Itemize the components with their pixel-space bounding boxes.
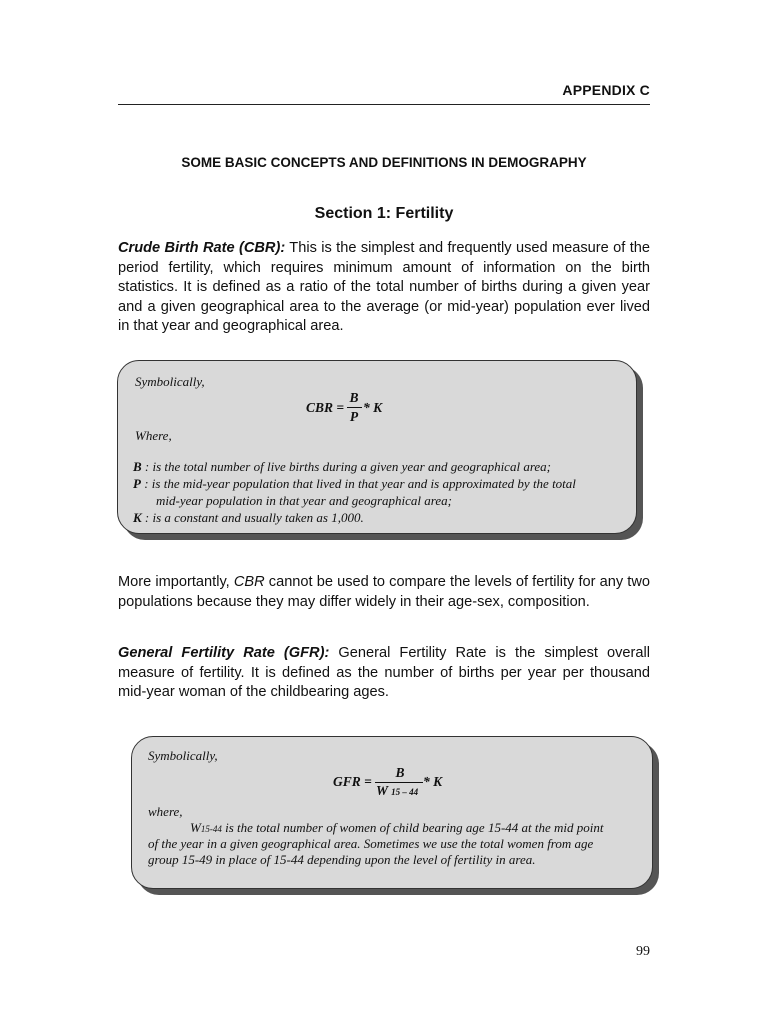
gfr-formula-box [131,736,653,889]
cbr-formula-left: CBR = [306,400,345,415]
page-number: 99 [636,944,650,959]
section-title: Section 1: Fertility [314,205,454,222]
cbr-formula-right: * K [363,400,383,415]
cbr-formula-box [117,360,637,534]
gfr-term: General Fertility Rate (GFR): [118,645,330,661]
gfr-symbolically-label: Symbolically, [148,748,218,763]
def-p: P : is the mid-year population that lived in that year and is approximated by the total [133,476,576,491]
def-b: B : is the total number of live births during a given year and geographical area; [133,459,551,474]
gfr-formula-left: GFR = [333,774,372,789]
cbr-term: Crude Birth Rate (CBR): [118,240,286,256]
gfr-formula-right: * K [423,774,443,789]
gfr-def-line2: of the year in a given geographical area. Sometimes we use the total women from age [148,836,594,851]
cbr-inline-term: CBR [233,574,265,590]
gfr-def-line1: W15-44 is the total number of women of child bearing age 15-44 at the mid point [190,820,604,835]
def-p-continued: mid-year population in that year and geographical area; [156,493,452,508]
cbr-fraction-line [347,407,362,408]
header-rule [118,104,650,105]
gfr-paragraph [118,644,650,703]
gfr-where-label: where, [148,804,183,819]
more-importantly-paragraph: More importantly, CBR cannot be used to compare the levels of fertility for any two populations because they may differ widely in their age-sex, composition. [118,574,650,610]
cbr-paragraph [118,239,650,337]
cbr-numerator: B [349,390,359,405]
gfr-text: General Fertility Rate is the simplest overall measure of fertility. It is defined as the number of births per year per thousand mid-year woman of the childbearing ages. [118,645,650,700]
cbr-text: This is the simplest and frequently used measure of the period fertility, which requires minimum amount of information on the birth statistics. It is defined as a ratio of the total number of births during a given year and a given geographical area to the average (or mid-year) population ever lived in that year and geographical area. [118,240,650,334]
gfr-numerator: B [395,765,405,780]
cbr-denominator: P [349,409,359,424]
gfr-denominator: W 15 – 44 [376,783,419,798]
cbr-where-label: Where, [135,428,172,443]
cbr-symbolically-label: Symbolically, [135,374,205,389]
def-k: K : is a constant and usually taken as 1,000. [133,510,364,525]
document-title: SOME BASIC CONCEPTS AND DEFINITIONS IN DEMOGRAPHY [181,155,587,170]
gfr-def-line3: group 15-49 in place of 15-44 depending upon the level of fertility in area. [148,852,536,867]
appendix-label: APPENDIX C [562,82,650,98]
